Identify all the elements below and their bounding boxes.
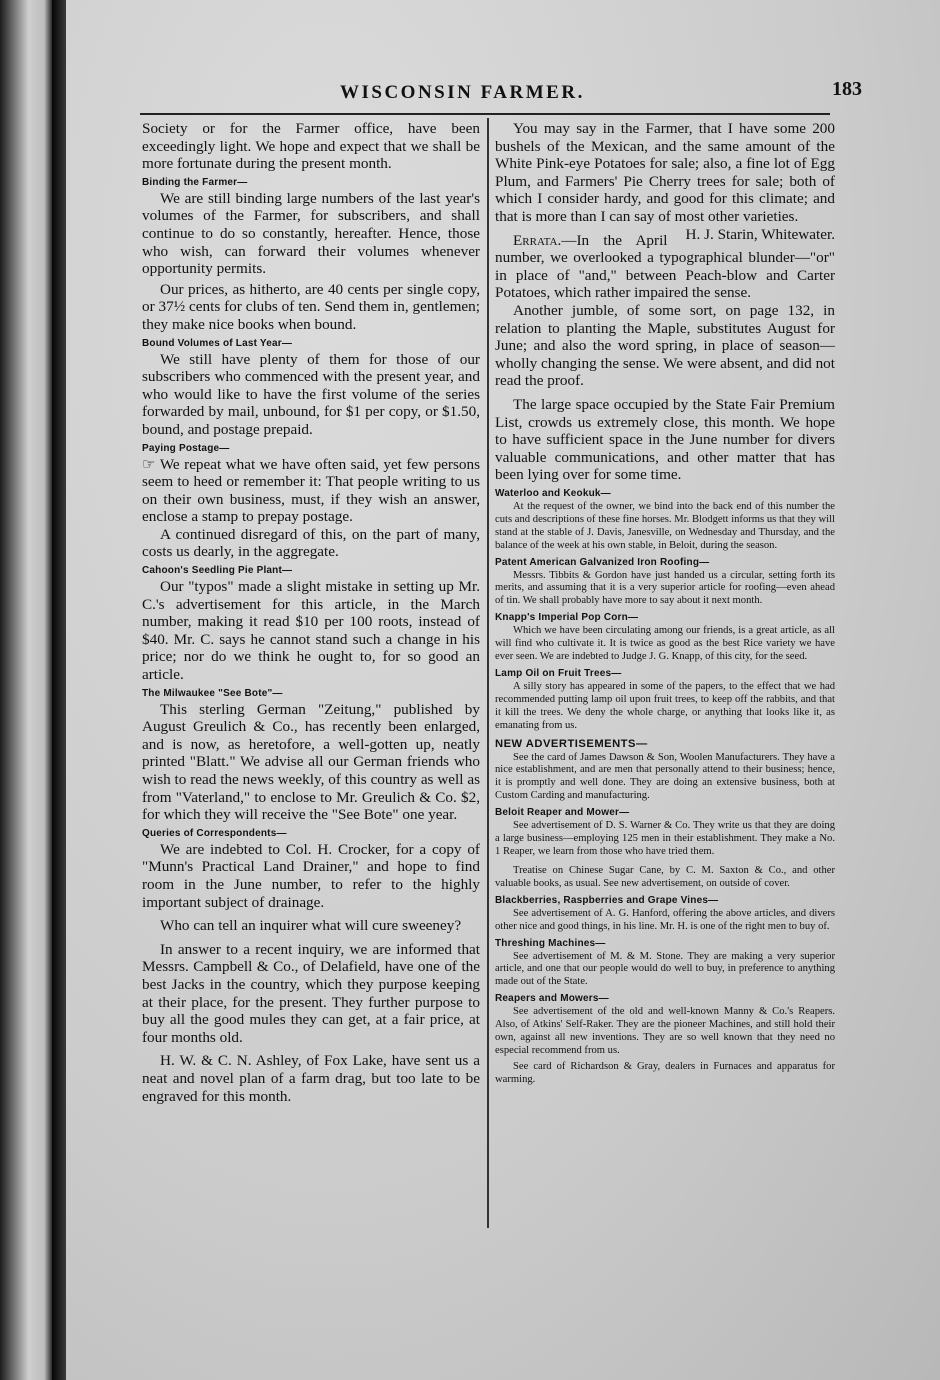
paragraph-threshing: See advertisement of M. & M. Stone. They are making a very superior article, and one that our people would do well to buy, in preference to anything made out of the State. <box>495 950 835 988</box>
paragraph-blackberries: See advertisement of A. G. Hanford, offering the above articles, and divers other nice and good things, in his line. Mr. H. is one of the right men to buy of. <box>495 907 835 932</box>
pointing-hand-icon: ☞ <box>142 455 156 473</box>
paragraph-roofing: Messrs. Tibbits & Gordon have just handed us a circular, setting forth its merits, and assuming that it is a very superior article for roofing—even ahead of tin. We shall probably have more to say about it next month. <box>495 569 835 607</box>
heading-lamp-oil: Lamp Oil on Fruit Trees— <box>495 667 622 679</box>
column-rule <box>487 118 489 1228</box>
paragraph-sweeney: Who can tell an inquirer what will cure sweeney? <box>160 917 462 935</box>
heading-queries: Queries of Correspondents— <box>142 827 287 839</box>
heading-see-bote: The Milwaukee "See Bote"— <box>142 687 283 699</box>
paragraph-binding-1: We are still binding large numbers of the last year's volumes of the Farmer, for subscribers, and shall continue to do so constantly, hereafter. Hence, those who wish, can forward their volumes whenever opportunity permits. <box>142 189 480 278</box>
paragraph-popcorn: Which we have been circulating among our friends, is a great article, as all will find who cultivate it. It is twice as good as the best Rice variety we have ever seen. We are indebted to Judge J. G. Knapp, of this city, for the seed. <box>495 625 835 663</box>
paragraph-cahoon: Our "typos" made a slight mistake in setting up Mr. C.'s advertisement for this article, in the March number, making it read $10 per 100 roots, instead of $40. Mr. C. says he cannot stand such a change in his price; nor do we think he ought to, for so good an article. <box>142 578 480 684</box>
heading-new-advertisements: NEW ADVERTISEMENTS— <box>495 737 648 750</box>
paragraph-postage-1 <box>142 456 480 526</box>
paragraph-potatoes-text: You may say in the Farmer, that I have some 200 bushels of the Mexican, and the same amount of the White Pink-eye Potatoes for sale; also, a fine lot of Egg Plum, and Farmers' Pie Cherry trees for sale; both of which I consider hardy, and good for this climate; and that is more than I can say of most other varieties. <box>495 120 835 225</box>
paragraph-treatise: Treatise on Chinese Sugar Cane, by C. M. Saxton & Co., and other valuable books, as usual. See new advertisement, on outside of cover. <box>495 864 835 889</box>
signature-starin: H. J. Starin, Whitewater. <box>685 225 835 243</box>
paragraph-jumble: Another jumble, of some sort, on page 132, in relation to planting the Maple, substitutes August for June; and also the word spring, in place of season—wholly changing the sense. We were absent, and did not read the proof. <box>495 301 835 390</box>
paragraph-see-bote: This sterling German "Zeitung," published by August Greulich & Co., has recently been enlarged, and is now, as heretofore, a well-gotten up, neatly printed "Blatt." We advise all our German friends who wish to read the news weekly, of this country as well as from "Vaterland," to enclose to Mr. Greulich & Co. $2, for which they will receive the "See Bote" one year. <box>142 700 480 824</box>
paragraph-richardson: See card of Richardson & Gray, dealers in Furnaces and apparatus for warming. <box>495 1060 835 1085</box>
paragraph-jacks: In answer to a recent inquiry, we are informed that Messrs. Campbell & Co., of Delafield, have one of the best Jacks in the country, which they purpose keeping at their place, for the present. They further purpose to buy all the good mules they can get, at a fair price, at four months old. <box>142 940 480 1046</box>
paragraph-queries: We are indebted to Col. H. Crocker, for a copy of "Munn's Practical Land Drainer," and hope to find room in the June number, to refer to the highly important subject of drainage. <box>142 840 480 911</box>
running-head <box>66 78 862 108</box>
heading-paying-postage: Paying Postage— <box>142 442 230 454</box>
paragraph-space: The large space occupied by the State Fair Premium List, crowds us extremely close, this month. We hope to have sufficient space in the June number for divers valuable communications, and other matter that has been lying over for some time. <box>495 395 835 484</box>
heading-waterloo: Waterloo and Keokuk— <box>495 487 611 499</box>
heading-threshing: Threshing Machines— <box>495 937 606 949</box>
heading-beloit: Beloit Reaper and Mower— <box>495 807 630 819</box>
heading-bound-volumes: Bound Volumes of Last Year— <box>142 337 293 349</box>
page-number: 183 <box>832 78 862 100</box>
heading-cahoon: Cahoon's Seedling Pie Plant— <box>142 565 293 577</box>
paragraph-intro: Society or for the Farmer office, have been exceedingly light. We hope and expect that we shall be more fortunate during the present month. <box>142 120 480 173</box>
heading-blackberries: Blackberries, Raspberries and Grape Vines— <box>495 894 719 906</box>
paragraph-binding-2: Our prices, as hitherto, are 40 cents per single copy, or 37½ cents for clubs of ten. Send them in, gentlemen; they make nice books when bound. <box>142 280 480 333</box>
heading-reapers: Reapers and Mowers— <box>495 993 609 1005</box>
page-gutter <box>52 0 66 1380</box>
facing-page-edge <box>0 0 52 1380</box>
heading-binding: Binding the Farmer— <box>142 176 248 188</box>
paragraph-dawson: See the card of James Dawson & Son, Woolen Manufacturers. They have a nice establishment, and are men that personally attend to their business; hence, it is promptly and well done. They are doing an extensive business, both at Custom Carding and manufacturing. <box>495 751 835 802</box>
paragraph-reapers: See advertisement of the old and well-known Manny & Co.'s Reapers. Also, of Atkins' Self-Raker. They are the pioneer Machines, and still hold their own, against all new inventions. They are so well known that they need no especial recommend from us. <box>495 1006 835 1056</box>
paragraph-postage-1-text: We repeat what we have often said, yet few persons seem to heed or remember it: That people writing to us on their own business, must, if they wish an answer, enclose a stamp to prepay postage. <box>142 455 480 526</box>
paragraph-bound-volumes: We still have plenty of them for those of our subscribers who commenced with the present year, and who would like to have the first volume of the series forwarded by mail, unbound, for $1 per copy, or $1.50, bound, and postage prepaid. <box>142 350 480 438</box>
left-column <box>142 120 480 1105</box>
paragraph-postage-2: A continued disregard of this, on the part of many, costs us dearly, in the aggregate. <box>142 525 480 561</box>
heading-popcorn: Knapp's Imperial Pop Corn— <box>495 612 639 624</box>
paragraph-errata-text: —In the April number, we overlooked a typographical blunder—"or" in place of "and," between Peach-blow and Carter Potatoes, which rather impaired the sense. <box>495 231 835 302</box>
heading-roofing: Patent American Galvanized Iron Roofing— <box>495 556 710 568</box>
paragraph-ashley: H. W. & C. N. Ashley, of Fox Lake, have sent us a neat and novel plan of a farm drag, but too late to be engraved for this month. <box>142 1052 480 1105</box>
paragraph-waterloo: At the request of the owner, we bind into the back end of this number the cuts and descriptions of these fine horses. Mr. Blodgett informs us that they will stand at the stable of J. Davis, Janesville, on Wednesday and Thursday, and the balance of the week at his own stable, in Beloit, during the season. <box>495 500 835 551</box>
right-column <box>495 120 835 1087</box>
errata-label: Errata. <box>513 231 562 249</box>
paragraph-beloit: See advertisement of D. S. Warner & Co. They write us that they are doing a large business—employing 125 men in their establishment. They make a No. 1 Reaper, we learn from those who have tried them. <box>495 820 835 857</box>
paragraph-lamp-oil: A silly story has appeared in some of the papers, to the effect that we had recommended putting lamp oil upon fruit trees, to keep off the rabbits, and that it kill the trees. We deny the whole charge, or anything that looks like it, as emanating from us. <box>495 680 835 731</box>
header-rule <box>140 113 830 115</box>
running-title: WISCONSIN FARMER. <box>340 82 585 103</box>
